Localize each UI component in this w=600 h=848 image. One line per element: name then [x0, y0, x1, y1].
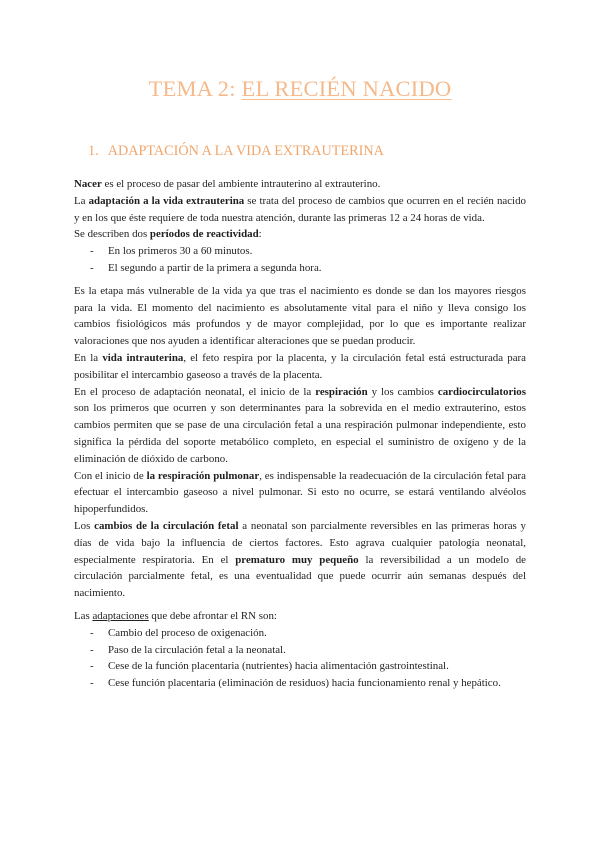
bold-term: períodos de reactividad	[149, 228, 259, 241]
paragraph-intrauterina	[74, 350, 526, 384]
title-main: EL RECIÉN NACIDO	[241, 76, 452, 101]
text-run: , el feto respira por la placenta, y la circulación fetal está estructurada para posibilitar el intercambio gaseoso a través de la placenta.	[74, 351, 526, 381]
text-run: y los cambios	[367, 385, 438, 398]
text-run: se trata del proceso de cambios que ocurren en el recién nacido y en los que éste requiere de toda nuestra atención, durante las primeras 12 a 24 horas de vida.	[74, 194, 526, 224]
bold-term: cardiocirculatorios	[437, 385, 526, 398]
paragraph-adaptacion	[74, 193, 526, 227]
page-title	[74, 0, 526, 104]
section-heading	[88, 142, 526, 160]
text-run: Con el inicio de	[74, 469, 147, 482]
text-run: En la	[74, 351, 103, 364]
text-run: Se describen dos	[74, 228, 150, 241]
title-prefix: TEMA 2:	[148, 76, 242, 101]
bold-term: adaptación a la vida extrauterina	[88, 194, 245, 207]
list-item: - En los primeros 30 a 60 minutos.	[74, 243, 526, 260]
reactividad-list	[74, 243, 526, 277]
underlined-term: adaptaciones	[92, 609, 149, 622]
text-run: que debe afrontar el RN son:	[148, 609, 277, 622]
bold-term: prematuro muy pequeño	[235, 553, 359, 566]
bold-term: respiración	[315, 385, 368, 398]
text-run: , es indispensable la readecuación de la circulación fetal para efectuar el intercambio gaseoso a nivel pulmonar. Si esto no ocurre, se estará ventilando alvéolos hipoperfundidos.	[74, 469, 526, 516]
paragraph-circulacion	[74, 518, 526, 602]
bold-term: cambios de la circulación fetal	[94, 519, 239, 532]
text-run: la reversibilidad a un modelo de circulación parcialmente fetal, es una eventualidad que puede ocurrir aún semanas después del nacimiento.	[74, 553, 527, 600]
paragraph-pulmonar	[74, 468, 526, 518]
bold-term: la respiración pulmonar	[146, 469, 260, 482]
paragraph-reactividad	[74, 226, 526, 243]
paragraph-etapa: Es la etapa más vulnerable de la vida ya que tras el nacimiento es donde se dan los mayores riesgos para la vida. El momento del nacimiento es absolutamente vital para el niño y lleva consigo los cambios fisiológicos más profundos y de mayor complejidad, por lo que es importante realizar valoraciones que nos ayuden a identificar alteraciones que se puedan producir.	[74, 284, 526, 348]
text-run: son los primeros que ocurren y son determinantes para la sobrevida en el medio extrauterino, estos cambios permiten que se pase de una circulación fetal a una respiración pulmonar independiente, esto significa la pérdida del soporte metabólico completo, en especial el suministro de oxígeno y de la eliminación de dióxido de carbono.	[74, 402, 526, 465]
paragraph-respiracion	[74, 384, 526, 468]
list-item: - Cambio del proceso de oxigenación.	[74, 625, 526, 642]
text-run: :	[258, 228, 262, 241]
document-body	[74, 176, 526, 692]
bold-term: Nacer	[74, 178, 102, 190]
list-item: - El segundo a partir de la primera a segunda hora.	[74, 260, 526, 277]
section-number: 1.	[88, 143, 99, 159]
text-run: En el proceso de adaptación neonatal, el inicio de la	[74, 385, 316, 398]
text-run: es el proceso de pasar del ambiente intrauterino al extrauterino.	[101, 178, 381, 190]
section-title: ADAPTACIÓN A LA VIDA EXTRAUTERINA	[107, 143, 384, 159]
text-run: La	[74, 194, 89, 207]
text-run: Los	[74, 519, 95, 532]
list-item: - Cese función placentaria (eliminación de residuos) hacia funcionamiento renal y hepático.	[74, 675, 526, 692]
text-run: a neonatal son parcialmente reversibles en las primeras horas y días de vida bajo la influencia de ciertos factores. Esto agrava cualquier patología neonatal, especialmente respiratoria. En el	[74, 519, 527, 566]
list-item: - Paso de la circulación fetal a la neonatal.	[74, 642, 526, 659]
paragraph-nacer	[74, 176, 526, 193]
adaptaciones-list	[74, 625, 526, 692]
bold-term: vida intrauterina	[102, 351, 184, 364]
list-item: - Cese de la función placentaria (nutrientes) hacia alimentación gastrointestinal.	[74, 658, 526, 675]
paragraph-adaptaciones	[74, 608, 526, 625]
text-run: Las	[74, 609, 93, 622]
